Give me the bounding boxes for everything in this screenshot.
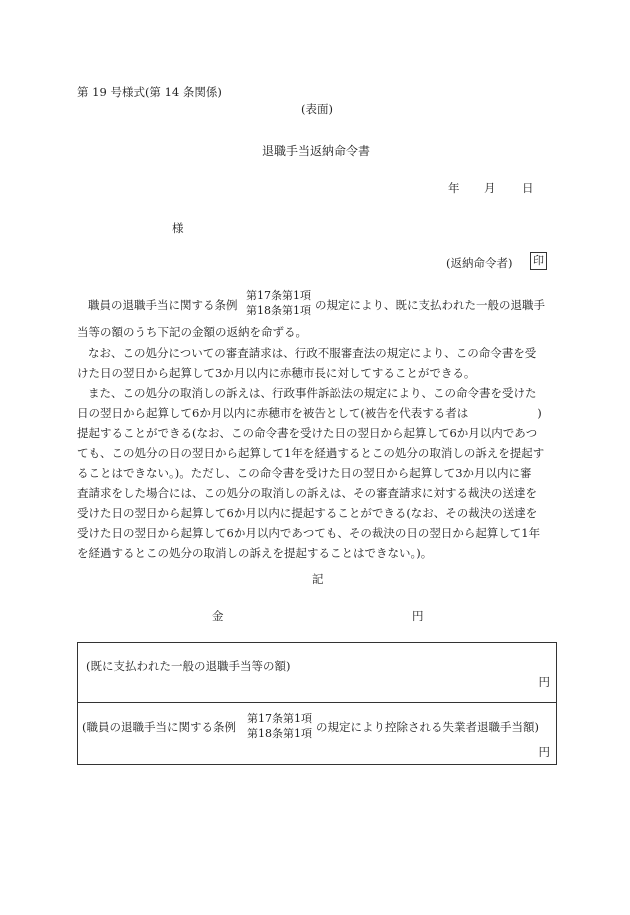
order-prefix: 職員の退職手当に関する条例 — [88, 298, 238, 312]
amount-unit: 円 — [412, 609, 424, 623]
order-line-2: 当等の額のうち下記の金額の返納を命ずる。 — [77, 325, 307, 339]
lawsuit-line: 日の翌日から起算して6か月以内に赤穂市を被告として(被告を代表する者は ) — [77, 406, 542, 420]
year-label: 年 — [448, 181, 460, 195]
paid-amount-unit: 円 — [538, 675, 550, 689]
day-label: 日 — [522, 181, 534, 195]
lawsuit-line: 査請求をした場合には、この処分の取消しの訴えは、その審査請求に対する裁決の送達を — [77, 486, 537, 500]
lawsuit-line: ることはできない。)。ただし、この命令書を受けた日の翌日から起算して3か月以内に審 — [77, 466, 532, 480]
article-stack — [246, 288, 311, 318]
form-number: 第 19 号様式(第 14 条関係) — [77, 85, 222, 99]
amount-label: 金 — [212, 609, 224, 623]
amount-table — [77, 642, 557, 765]
deduction-amount-unit: 円 — [538, 745, 550, 759]
document-title: 退職手当返納命令書 — [262, 144, 371, 158]
paragraph-order — [77, 288, 557, 342]
seal-mark: 印 — [530, 252, 547, 270]
lawsuit-line: 受けた日の翌日から起算して6か月以内であつても、その裁決の日の翌日から起算して1年 — [77, 526, 541, 540]
paragraph-appeal — [77, 343, 557, 383]
paid-amount-label: (既に支払われた一般の退職手当等の額) — [86, 659, 291, 673]
article-17: 第17条第1項 — [246, 289, 311, 302]
appeal-line: なお、この処分についての審査請求は、行政不服審査法の規定により、この命令書を受 — [88, 346, 537, 360]
addressee-honorific: 様 — [172, 221, 184, 235]
deduction-prefix: (職員の退職手当に関する条例 — [82, 720, 236, 734]
side-label: (表面) — [301, 102, 333, 116]
paragraph-lawsuit — [77, 383, 557, 563]
lawsuit-line: ても、この処分の日の翌日から起算して1年を経過するとこの処分の取消しの訴えを提起す — [77, 446, 545, 460]
lawsuit-line: 受けた日の翌日から起算して6か月以内に提起することができる(なお、その裁決の送達を — [77, 506, 538, 520]
lawsuit-line: 提起することができる(なお、この命令書を受けた日の翌日から起算して6か月以内であつ — [77, 426, 538, 440]
deduction-article-17: 第17条第1項 — [247, 712, 312, 725]
issuer-label: (返納命令者) — [446, 256, 513, 270]
appeal-line: けた日の翌日から起算して3か月以内に赤穂市長に対してすることができる。 — [77, 366, 476, 380]
deduction-suffix: の規定により控除される失業者退職手当額) — [316, 720, 539, 734]
month-label: 月 — [484, 181, 496, 195]
lawsuit-line: また、この処分の取消しの訴えは、行政事件訴訟法の規定により、この命令書を受けた — [88, 386, 537, 400]
table-divider — [78, 702, 556, 703]
order-suffix: の規定により、既に支払われた一般の退職手 — [315, 298, 545, 312]
deduction-article-18: 第18条第1項 — [247, 727, 312, 740]
ki-heading: 記 — [312, 572, 324, 586]
lawsuit-line: を経過するとこの処分の取消しの訴えを提起することはできない。)。 — [77, 546, 433, 560]
article-18: 第18条第1項 — [246, 304, 311, 317]
deduction-article-stack — [247, 711, 312, 741]
